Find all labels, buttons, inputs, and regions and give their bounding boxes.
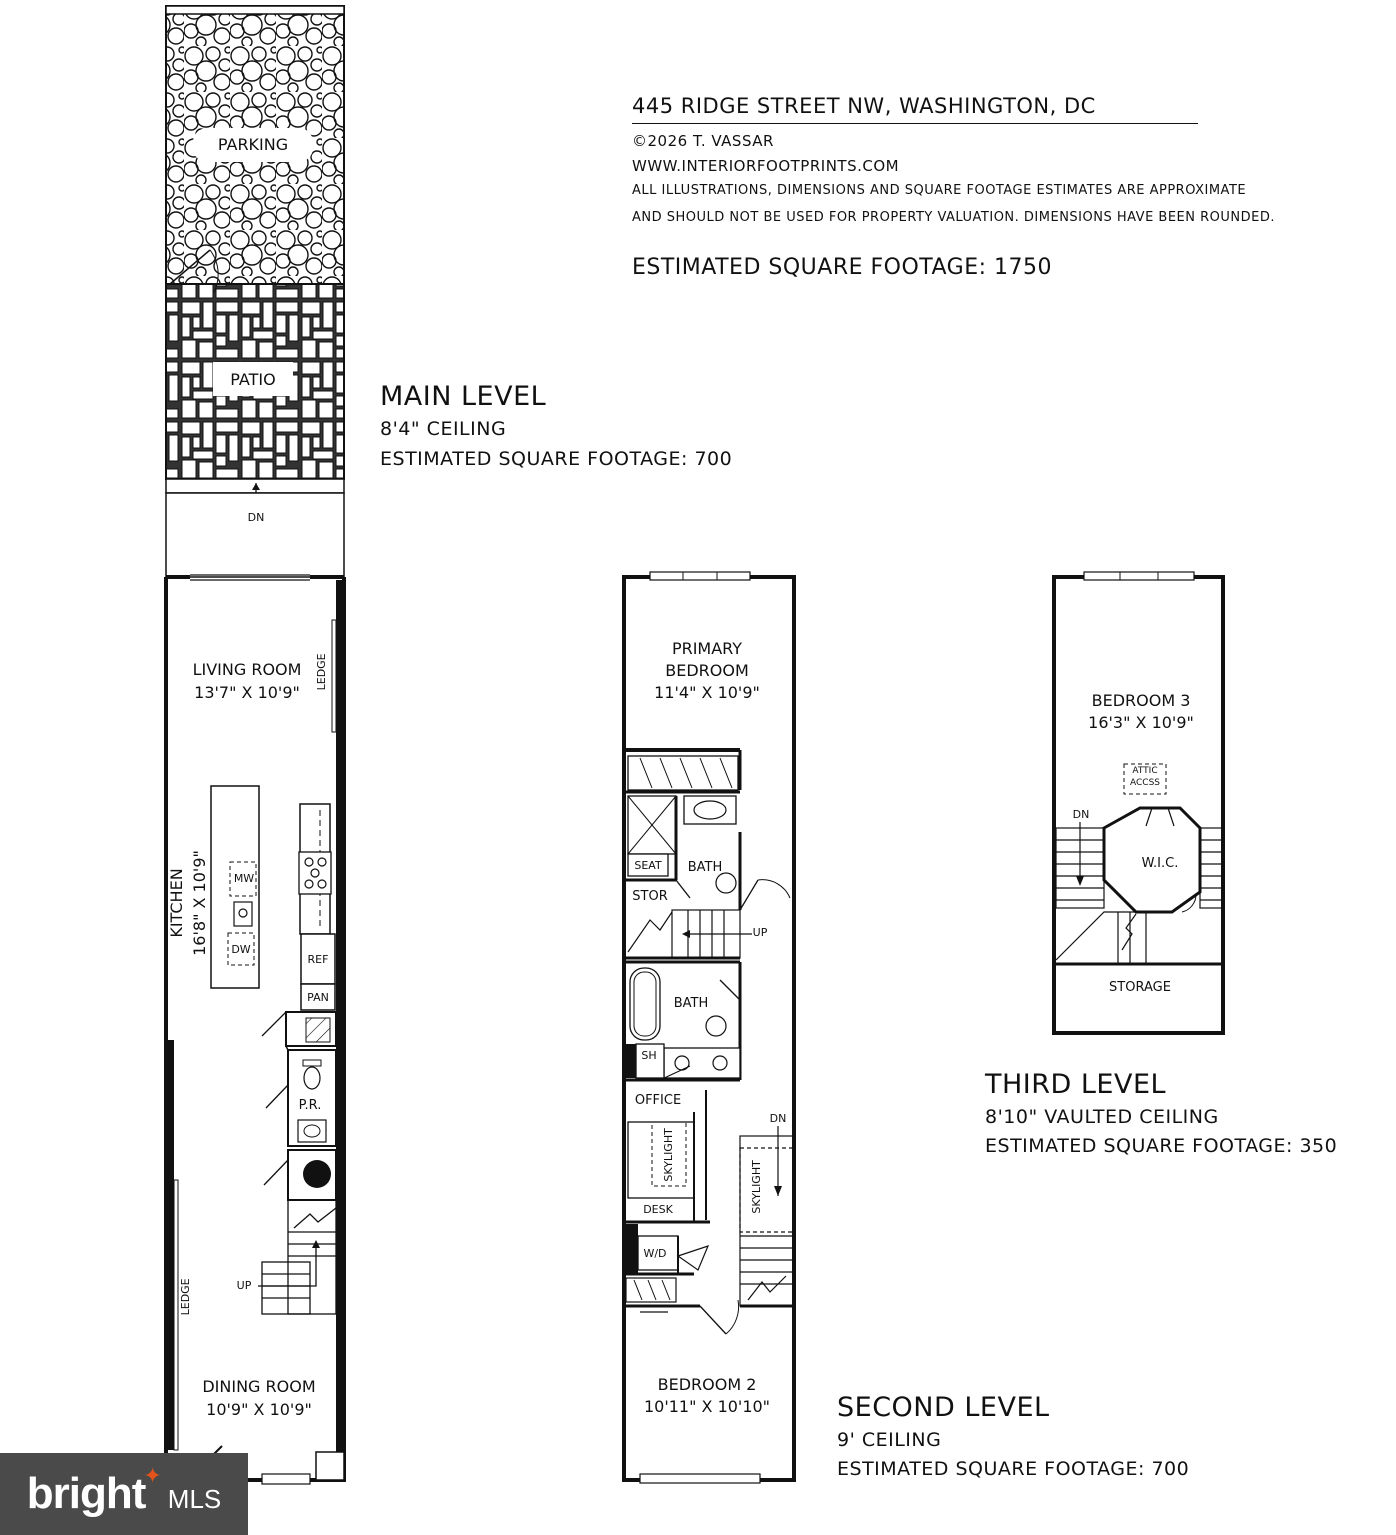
storage-closet-label: STOR xyxy=(632,889,668,904)
living-room-dimensions: 13'7" X 10'9" xyxy=(194,683,300,702)
disclaimer-line-1: ALL ILLUSTRATIONS, DIMENSIONS AND SQUARE FOOTAGE ESTIMATES ARE APPROXIMATE xyxy=(632,183,1247,198)
main-level-plan xyxy=(166,6,344,1484)
second-level-ceiling: 9' CEILING xyxy=(837,1429,942,1451)
attic-access-label-2: ACCSS xyxy=(1130,778,1160,788)
storage-label: STORAGE xyxy=(1109,980,1171,995)
dishwasher-label: DW xyxy=(231,943,251,956)
watermark-brand: bright xyxy=(26,1469,146,1518)
refrigerator-label: REF xyxy=(307,953,329,966)
hall-bath-label: BATH xyxy=(673,996,709,1011)
bedroom-3-dimensions: 16'3" X 10'9" xyxy=(1088,713,1194,732)
bedroom-3-name: BEDROOM 3 xyxy=(1091,691,1191,710)
bedroom-2-dimensions: 10'11" X 10'10" xyxy=(643,1397,771,1416)
bright-mls-watermark xyxy=(0,1453,248,1535)
shower-label: SH xyxy=(641,1049,657,1062)
ledge-label-2: LEDGE xyxy=(179,1278,193,1316)
third-dn-label: DN xyxy=(1072,808,1090,821)
bedroom-2-name: BEDROOM 2 xyxy=(657,1375,757,1394)
ledge-label-1: LEDGE xyxy=(315,653,329,691)
walk-in-closet-label: W.I.C. xyxy=(1141,856,1179,871)
second-dn-label: DN xyxy=(769,1112,787,1125)
main-level-title: MAIN LEVEL xyxy=(380,381,547,412)
main-up-label: UP xyxy=(236,1279,252,1292)
third-level-ceiling: 8'10" VAULTED CEILING xyxy=(985,1106,1219,1128)
second-up-label: UP xyxy=(752,926,768,939)
main-stairs xyxy=(258,1200,336,1314)
desk-label: DESK xyxy=(643,1203,673,1216)
seat-label: SEAT xyxy=(634,859,662,872)
third-level-sqft: ESTIMATED SQUARE FOOTAGE: 350 xyxy=(985,1135,1338,1157)
second-level-sqft: ESTIMATED SQUARE FOOTAGE: 700 xyxy=(837,1458,1190,1480)
website: WWW.INTERIORFOOTPRINTS.COM xyxy=(632,157,900,175)
parking-label: PARKING xyxy=(217,135,289,154)
kitchen-island xyxy=(211,786,259,988)
main-dn-label: DN xyxy=(247,511,265,524)
second-level-plan xyxy=(624,572,794,1483)
dining-room-name: DINING ROOM xyxy=(202,1377,316,1396)
office-label: OFFICE xyxy=(634,1093,682,1108)
copyright: ©2026 T. VASSAR xyxy=(632,132,774,150)
skylight-label-1: SKYLIGHT xyxy=(662,1128,676,1182)
skylight-label-2: SKYLIGHT xyxy=(750,1160,764,1214)
third-level-title: THIRD LEVEL xyxy=(985,1069,1167,1100)
third-level-plan xyxy=(1054,572,1223,1033)
primary-bedroom-name-2: BEDROOM xyxy=(665,661,749,680)
disclaimer-line-2: AND SHOULD NOT BE USED FOR PROPERTY VALUATION. DIMENSIONS HAVE BEEN ROUNDED. xyxy=(632,210,1275,225)
microwave-label: MW xyxy=(233,872,255,885)
header-rule xyxy=(632,123,1198,124)
main-level-sqft: ESTIMATED SQUARE FOOTAGE: 700 xyxy=(380,448,733,470)
attic-access-label-1: ATTIC xyxy=(1132,766,1158,776)
second-level-title: SECOND LEVEL xyxy=(837,1392,1050,1423)
living-room-name: LIVING ROOM xyxy=(192,660,302,679)
primary-bedroom-dimensions: 11'4" X 10'9" xyxy=(654,683,760,702)
dining-room-dimensions: 10'9" X 10'9" xyxy=(206,1400,312,1419)
total-square-footage: ESTIMATED SQUARE FOOTAGE: 1750 xyxy=(632,255,1053,280)
primary-bedroom-name-1: PRIMARY xyxy=(671,639,743,658)
patio-label: PATIO xyxy=(230,370,276,389)
kitchen-dimensions: 16'8" X 10'9" xyxy=(190,850,209,956)
washer-dryer-label: W/D xyxy=(643,1247,667,1260)
watermark-spark-icon: ✦ xyxy=(143,1463,162,1488)
watermark-suffix: MLS xyxy=(167,1483,222,1514)
main-level-ceiling: 8'4" CEILING xyxy=(380,418,507,440)
kitchen-name: KITCHEN xyxy=(167,868,186,938)
pantry-label: PAN xyxy=(307,991,329,1004)
primary-bath-label: BATH xyxy=(687,860,723,875)
powder-room-label: P.R. xyxy=(298,1098,322,1113)
property-address: 445 RIDGE STREET NW, WASHINGTON, DC xyxy=(632,94,1096,118)
